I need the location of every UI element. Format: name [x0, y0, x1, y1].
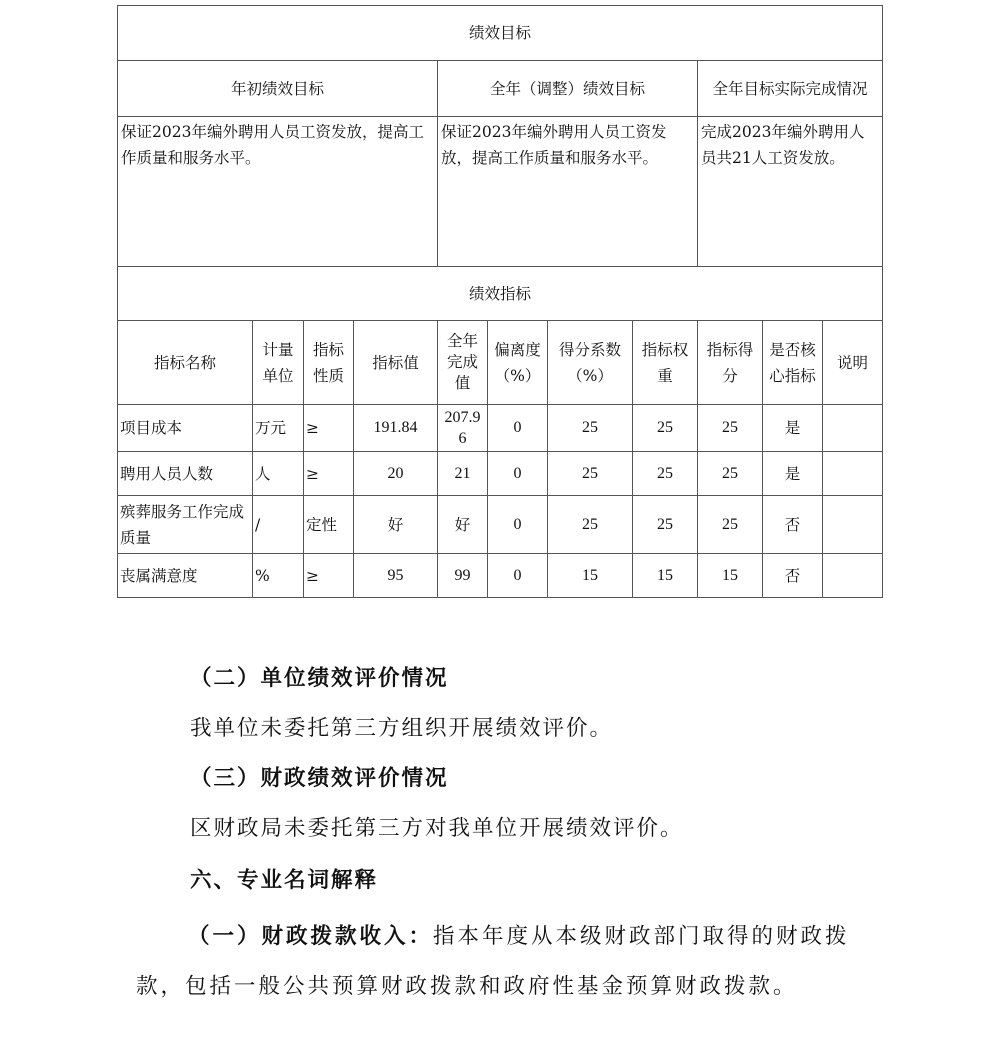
goal-initial-text: 保证2023年编外聘用人员工资发放，提高工作质量和服务水平。 — [121, 123, 424, 167]
row-4-notes — [823, 554, 882, 597]
row-2-name: 聘用人员人数 — [120, 464, 214, 483]
row-1-coefficient: 25 — [582, 419, 598, 436]
col-notes: 说明 — [836, 353, 868, 372]
row-3-actual: 好 — [454, 515, 471, 534]
row-2-actual: 21 — [454, 464, 471, 482]
row-4-deviation: 0 — [513, 566, 522, 584]
section-2-title: （二）单位绩效评价情况 — [190, 666, 449, 691]
row-3-deviation: 0 — [513, 515, 522, 533]
indicators-header: 绩效指标 — [468, 284, 531, 303]
row-2-target: 20 — [387, 464, 404, 482]
col-actual-value: 全年完成值 — [446, 332, 478, 392]
goal-col-initial: 年初绩效目标 — [230, 79, 324, 98]
row-1-unit: 万元 — [255, 419, 287, 437]
row-4-name: 丧属满意度 — [120, 566, 198, 585]
row-3-nature: 定性 — [306, 515, 338, 534]
row-2-weight: 25 — [657, 464, 673, 482]
row-3-coefficient: 25 — [582, 515, 598, 533]
row-3-target: 好 — [387, 515, 404, 534]
row-1-notes — [823, 405, 882, 451]
col-score-coefficient: 得分系数（%） — [558, 340, 621, 385]
row-3-name: 殡葬服务工作完成质量 — [120, 502, 245, 547]
row-4-coefficient: 15 — [582, 566, 598, 584]
row-2-core: 是 — [784, 464, 801, 483]
col-indicator-name: 指标名称 — [153, 353, 216, 372]
section-6-title: 六、专业名词解释 — [190, 868, 379, 893]
row-1-target: 191.84 — [373, 419, 418, 436]
col-score: 指标得分 — [706, 340, 754, 385]
row-1-name: 项目成本 — [120, 419, 183, 437]
row-1-actual: 207.96 — [444, 409, 481, 447]
row-2-coefficient: 25 — [582, 464, 598, 482]
row-4-actual: 99 — [454, 566, 471, 584]
row-4-target: 95 — [387, 566, 404, 584]
col-deviation: 偏离度（%） — [494, 340, 541, 385]
row-4-core: 否 — [784, 566, 801, 585]
section-3-title: （三）财政绩效评价情况 — [190, 766, 449, 791]
row-2-deviation: 0 — [513, 464, 522, 482]
row-4-weight: 15 — [657, 566, 673, 584]
col-weight: 指标权重 — [641, 340, 689, 385]
section-6-1-title: （一）财政拨款收入： — [188, 924, 434, 949]
col-target-value: 指标值 — [372, 353, 419, 372]
row-3-core: 否 — [784, 515, 801, 534]
section-3-body: 区财政局未委托第三方对我单位开展绩效评价。 — [190, 816, 684, 841]
row-2-score: 25 — [722, 464, 738, 482]
goal-col-adjusted: 全年（调整）绩效目标 — [489, 79, 645, 98]
row-4-score: 15 — [722, 566, 738, 584]
row-3-notes — [823, 496, 882, 553]
goal-actual-text: 完成2023年编外聘用人员共21人工资发放。 — [701, 123, 865, 167]
row-4-nature: ≥ — [306, 566, 319, 585]
goals-header: 绩效目标 — [468, 24, 531, 42]
row-1-nature: ≥ — [306, 419, 319, 437]
row-1-deviation: 0 — [513, 419, 522, 436]
row-2-unit: 人 — [255, 464, 271, 483]
row-3-score: 25 — [722, 515, 738, 533]
row-1-weight: 25 — [657, 419, 673, 436]
section-6-1-paragraph — [136, 912, 876, 1012]
section-2-body: 我单位未委托第三方组织开展绩效评价。 — [190, 716, 614, 741]
goal-adjusted-text: 保证2023年编外聘用人员工资发放，提高工作质量和服务水平。 — [441, 123, 667, 167]
row-2-nature: ≥ — [306, 464, 319, 483]
col-core-indicator: 是否核心指标 — [769, 340, 816, 385]
section-6-1-body: 指本年度从本级财政部门取得的财政拨款，包括一般公共预算财政拨款和政府性基金预算财政拨款。 — [136, 924, 850, 999]
row-4-unit: % — [255, 566, 270, 585]
goal-col-actual: 全年目标实际完成情况 — [712, 79, 868, 98]
row-3-weight: 25 — [657, 515, 673, 533]
row-1-score: 25 — [722, 419, 738, 436]
row-1-core: 是 — [784, 419, 801, 437]
col-unit: 计量单位 — [262, 340, 294, 385]
row-2-notes — [823, 452, 882, 495]
row-3-unit: / — [255, 515, 261, 534]
col-nature: 指标性质 — [312, 340, 344, 385]
